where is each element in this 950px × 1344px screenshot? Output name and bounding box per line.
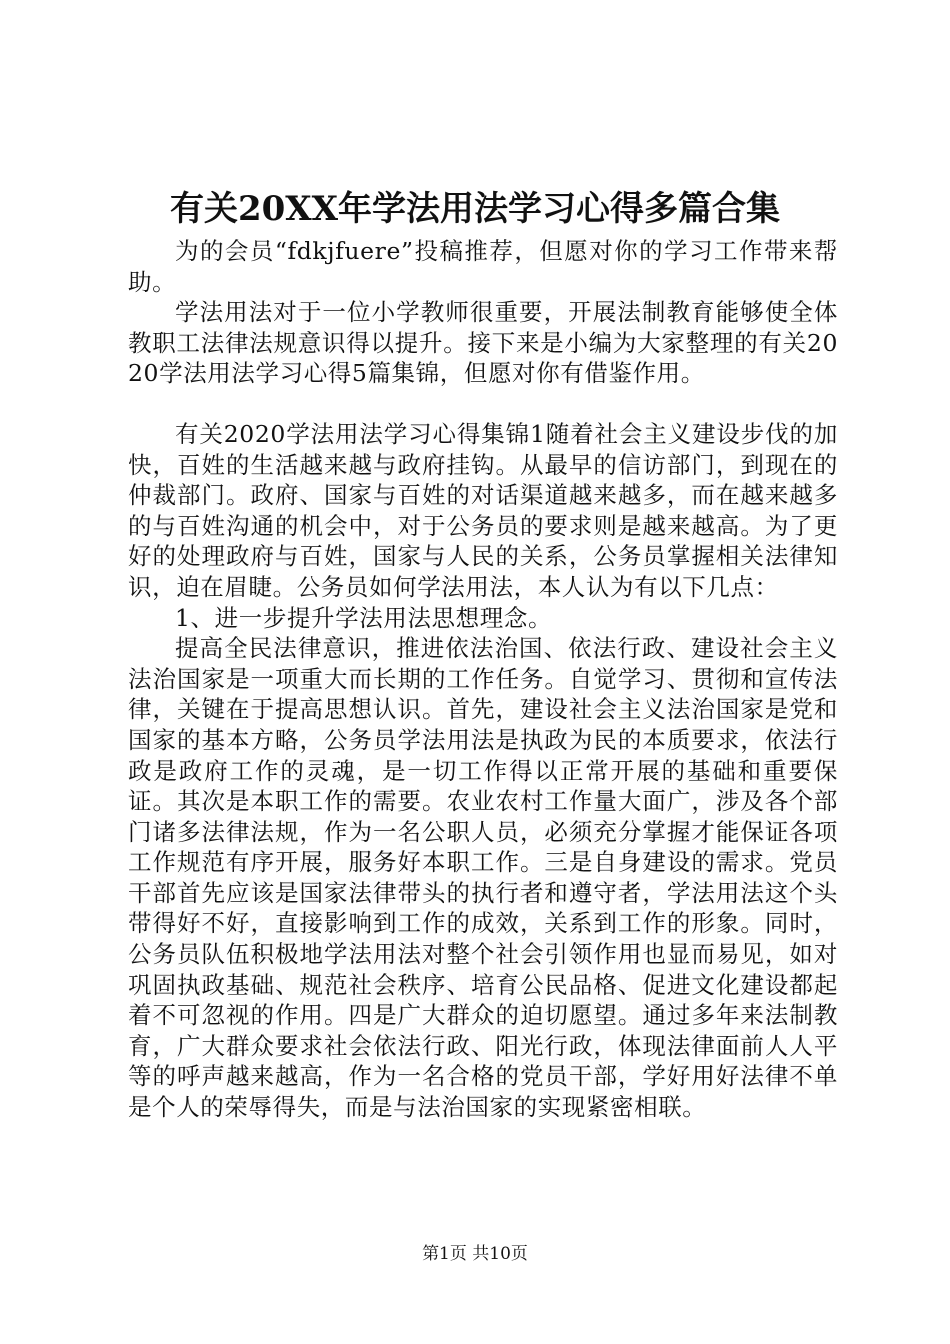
paragraph-intro-contributor: 为的会员“fdkjfuere”投稿推荐，但愿对你的学习工作带来帮助。	[128, 237, 838, 296]
document-title: 有关20XX年学法用法学习心得多篇合集	[169, 189, 781, 229]
page-number-footer: 第1页 共10页	[422, 1244, 528, 1264]
paragraph-intro-summary: 学法用法对于一位小学教师很重要，开展法制教育能够使全体教职工法律法规意识得以提升。接下来是小编为大家整理的有关2020学法用法学习心得5篇集锦，但愿对你有借鉴作用。	[128, 298, 838, 388]
paragraph-point-1-body: 提高全民法律意识，推进依法治国、依法行政、建设社会主义法治国家是一项重大而长期的工作任务。自觉学习、贯彻和宣传法律，关键在于提高思想认识。首先，建设社会主义法治国家是党和国家的基本方略，公务员学法用法是执政为民的本质要求，依法行政是政府工作的灵魂，是一切工作得以正常开展的基础和重要保证。其次是本职工作的需要。农业农村工作量大面广，涉及各个部门诸多法律法规，作为一名公职人员，必须充分掌握才能保证各项工作规范有序开展，服务好本职工作。三是自身建设的需求。党员干部首先应该是国家法律带头的执行者和遵守者，学法用法这个头带得好不好，直接影响到工作的成效，关系到工作的形象。同时，公务员队伍积极地学法用法对整个社会引领作用也显而易见，如对巩固执政基础、规范社会秩序、培育公民品格、促进文化建设都起着不可忽视的作用。四是广大群众的迫切愿望。通过多年来法制教育，广大群众要求社会依法行政、阳光行政，体现法律面前人人平等的呼声越来越高，作为一名合格的党员干部，学好用好法律不单是个人的荣辱得失，而是与法治国家的实现紧密相联。	[128, 634, 838, 1122]
paragraph-point-1-heading: 1、进一步提升学法用法思想理念。	[175, 603, 553, 632]
document-body	[128, 236, 838, 1123]
paragraph-essay-1-opening: 有关2020学法用法学习心得集锦1随着社会主义建设步伐的加快，百姓的生活越来越与政府挂钩。从最早的信访部门，到现在的仲裁部门。政府、国家与百姓的对话渠道越来越多，而在越来越多的与百姓沟通的机会中，对于公务员的要求则是越来越高。为了更好的处理政府与百姓，国家与人民的关系，公务员掌握相关法律知识，迫在眉睫。公务员如何学法用法，本人认为有以下几点：	[128, 419, 838, 601]
